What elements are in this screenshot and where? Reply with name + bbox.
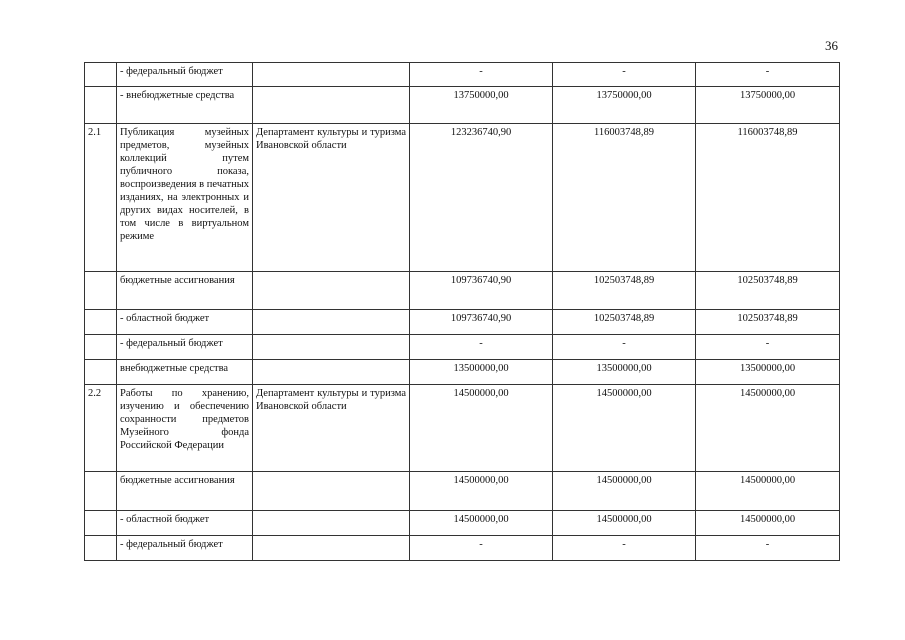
activity-name-cell [117,360,253,385]
year-2-amount-text: - [622,539,626,550]
executor-cell [253,310,410,335]
year-2-amount-cell [553,272,696,310]
year-2-amount-text: 13500000,00 [596,363,652,374]
year-3-amount-text: 14500000,00 [739,475,796,486]
year-1-amount-text: - [479,539,483,550]
activity-name-text: - областной бюджет [120,313,210,324]
year-1-amount-text: 14500000,00 [453,388,509,399]
year-2-amount-text: - [622,338,626,349]
year-3-amount-cell [696,360,840,385]
year-3-amount-text: 13500000,00 [739,363,796,374]
row-number-cell [85,385,117,472]
year-1-amount-cell [410,511,553,536]
year-1-amount-text: 14500000,00 [453,475,509,486]
activity-name-text: - федеральный бюджет [120,66,223,77]
executor-cell [253,63,410,87]
year-1-amount-text: 109736740,90 [450,313,512,324]
year-1-amount-cell [410,472,553,511]
table-row [85,63,840,87]
year-3-amount-cell [696,385,840,472]
executor-cell [253,272,410,310]
year-2-amount-cell [553,360,696,385]
executor-cell [253,87,410,124]
executor-cell [253,536,410,561]
year-3-amount-cell [696,310,840,335]
year-3-amount-text: - [765,338,770,349]
year-1-amount-cell [410,272,553,310]
year-1-amount-cell [410,63,553,87]
year-1-amount-text: 13500000,00 [453,363,509,374]
activity-name-cell [117,310,253,335]
activity-name-text: - областной бюджет [120,514,210,525]
executor-text: Департамент культуры и туризма Ивановской области [256,127,406,151]
year-3-amount-cell [696,536,840,561]
table-row [85,511,840,536]
year-2-amount-cell [553,87,696,124]
year-2-amount-cell [553,335,696,360]
activity-name-text: - федеральный бюджет [120,539,223,550]
year-3-amount-cell [696,124,840,272]
year-3-amount-text: 14500000,00 [739,514,796,525]
table-row [85,360,840,385]
year-2-amount-cell [553,472,696,511]
year-3-amount-text: 13750000,00 [739,90,796,101]
year-3-amount-cell [696,511,840,536]
table-row [85,472,840,511]
year-2-amount-cell [553,511,696,536]
row-number-cell [85,63,117,87]
year-3-amount-text: 102503748,89 [737,313,798,324]
year-2-amount-cell [553,124,696,272]
year-2-amount-text: 14500000,00 [596,475,652,486]
year-2-amount-cell [553,310,696,335]
executor-cell [253,360,410,385]
year-1-amount-cell [410,310,553,335]
page-number: 36 [825,38,838,53]
row-number-cell [85,272,117,310]
year-1-amount-text: 14500000,00 [453,514,509,525]
year-1-amount-cell [410,87,553,124]
year-3-amount-text: - [765,66,770,77]
table-row [85,385,840,472]
activity-name-cell [117,335,253,360]
activity-name-text: бюджетные ассигнования [120,475,235,486]
year-2-amount-text: - [622,66,626,77]
activity-name-text: Публикация музейных предметов, музейных коллекций путем публичного показа, воспроизведения в печатных изданиях, на электронных и других видах носителей, в том числе в виртуальном режиме [120,127,249,242]
row-number-cell [85,124,117,272]
row-number-cell [85,536,117,561]
year-2-amount-text: 116003748,89 [594,127,654,138]
row-number-cell [85,87,117,124]
table-row [85,124,840,272]
row-number-cell [85,335,117,360]
year-2-amount-cell [553,385,696,472]
executor-text: Департамент культуры и туризма Ивановской области [256,388,406,412]
row-number-text: 2.1 [88,127,102,138]
activity-name-cell [117,63,253,87]
year-1-amount-text: 13750000,00 [453,90,509,101]
year-3-amount-cell [696,63,840,87]
budget-table [84,62,840,561]
year-3-amount-cell [696,335,840,360]
row-number-cell [85,360,117,385]
table-row [85,87,840,124]
year-2-amount-cell [553,63,696,87]
year-3-amount-cell [696,272,840,310]
table-row [85,536,840,561]
activity-name-text: - федеральный бюджет [120,338,223,349]
year-3-amount-cell [696,472,840,511]
year-2-amount-text: 13750000,00 [596,90,652,101]
year-1-amount-text: 109736740,90 [450,275,512,286]
year-2-amount-text: 14500000,00 [596,388,652,399]
year-3-amount-text: 14500000,00 [739,388,796,399]
year-3-amount-text: - [765,539,770,550]
row-number-cell [85,472,117,511]
table-row [85,335,840,360]
row-number-cell [85,310,117,335]
executor-cell [253,335,410,360]
activity-name-cell [117,272,253,310]
year-1-amount-text: 123236740,90 [450,127,512,138]
year-3-amount-text: 116003748,89 [737,127,798,138]
activity-name-cell [117,385,253,472]
activity-name-cell [117,87,253,124]
activity-name-cell [117,536,253,561]
executor-cell [253,472,410,511]
year-2-amount-text: 14500000,00 [596,514,652,525]
year-1-amount-text: - [479,338,483,349]
year-1-amount-cell [410,385,553,472]
table-row [85,310,840,335]
table-row [85,272,840,310]
year-1-amount-cell [410,335,553,360]
year-1-amount-text: - [479,66,483,77]
year-2-amount-text: 102503748,89 [593,275,655,286]
year-1-amount-cell [410,536,553,561]
year-3-amount-cell [696,87,840,124]
budget-table-body [85,63,840,561]
activity-name-text: внебюджетные средства [120,363,229,374]
activity-name-cell [117,511,253,536]
executor-cell [253,385,410,472]
year-3-amount-text: 102503748,89 [737,275,798,286]
year-1-amount-cell [410,360,553,385]
activity-name-text: бюджетные ассигнования [120,275,235,286]
activity-name-cell [117,472,253,511]
row-number-text: 2.2 [88,388,102,399]
year-2-amount-text: 102503748,89 [593,313,655,324]
row-number-cell [85,511,117,536]
executor-cell [253,511,410,536]
year-2-amount-cell [553,536,696,561]
executor-cell [253,124,410,272]
activity-name-cell [117,124,253,272]
year-1-amount-cell [410,124,553,272]
activity-name-text: - внебюджетные средства [120,90,235,101]
activity-name-text: Работы по хранению, изучению и обеспечению сохранности предметов Музейного фонда Российской Федерации [120,388,249,451]
